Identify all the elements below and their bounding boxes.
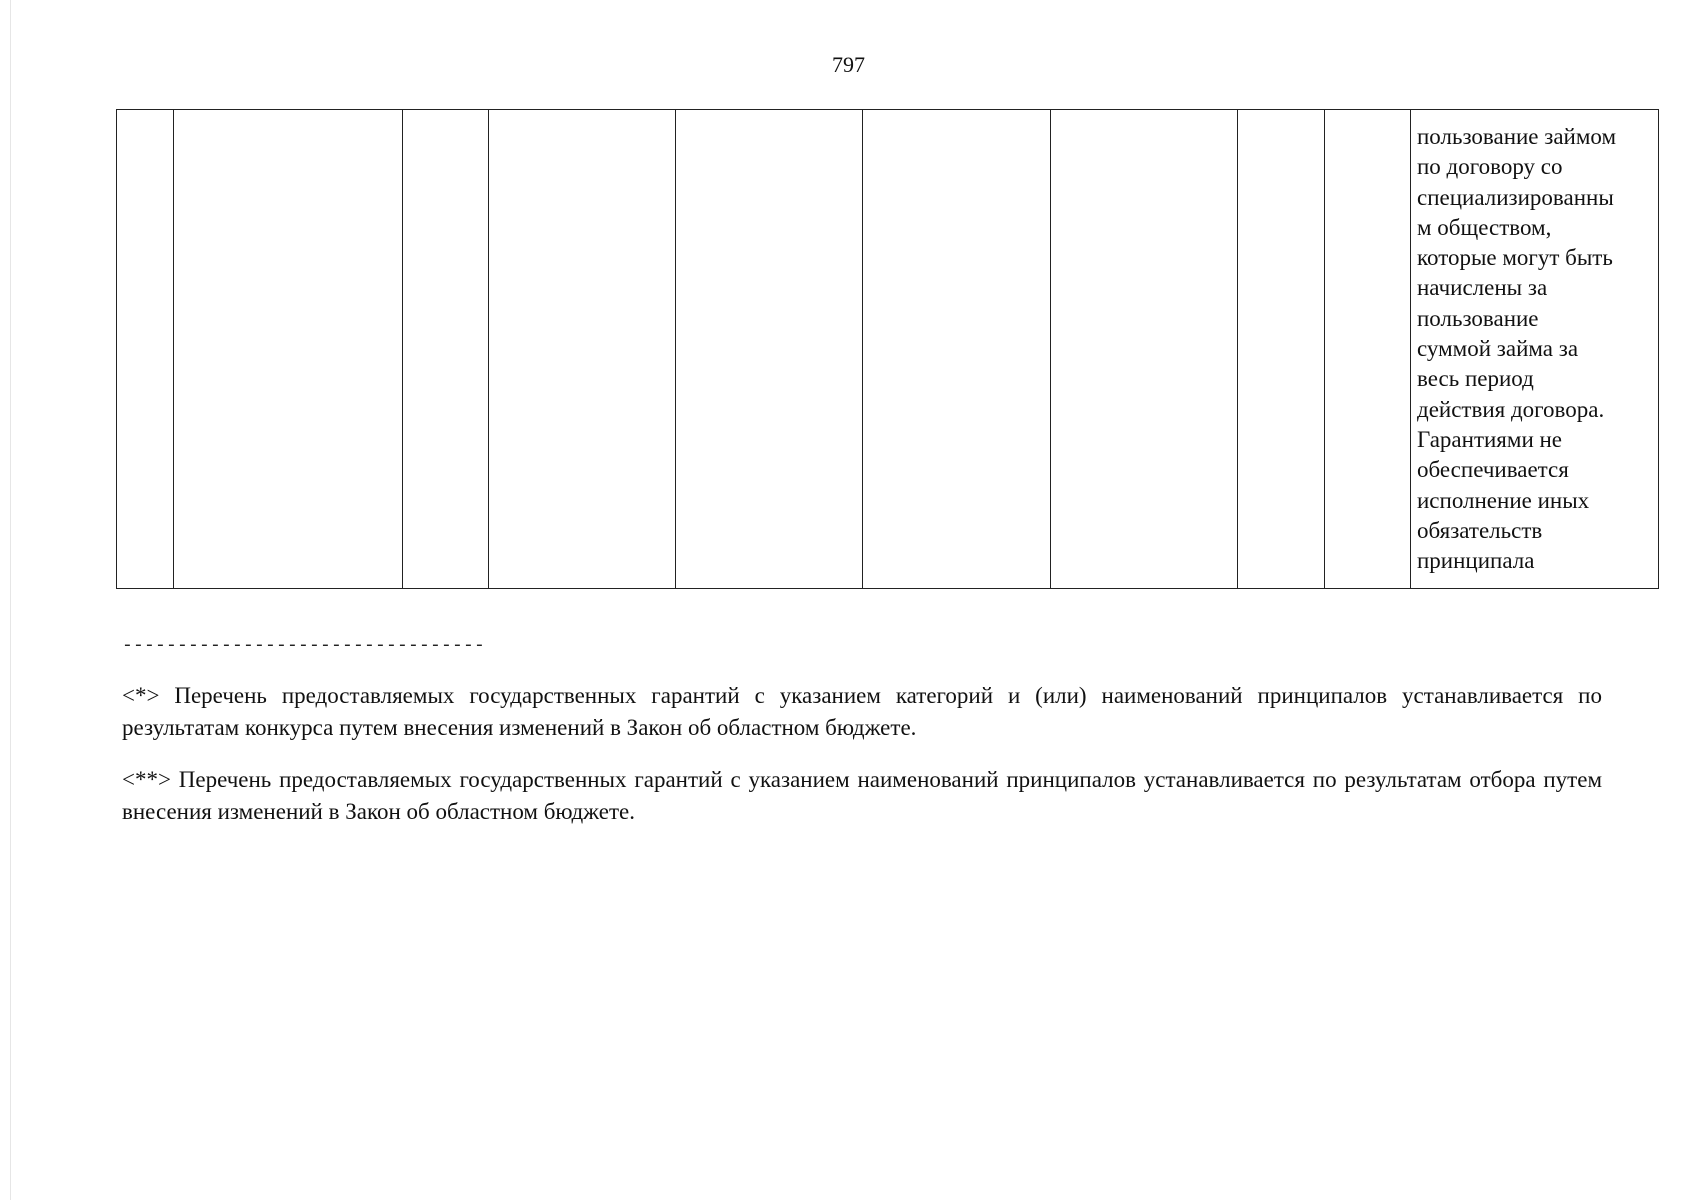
footnote-1: <*> Перечень предоставляемых государственных гарантий с указанием категорий и (или) наименований принципалов устанавливается по результатам конкурса путем внесения изменений в Закон об областном бюджете.: [122, 683, 1602, 740]
footnote-separator: ---------------------------------: [122, 636, 486, 656]
scan-edge-line: [10, 0, 11, 1200]
table-cell-col-1: [117, 110, 174, 589]
table-cell-col-3: [403, 110, 489, 589]
table-cell-col-6: [863, 110, 1051, 589]
table-cell-guarantee-terms: пользование займом по договору со специализированны м обществом, которые могут быть начислены за пользование суммой займа за весь период действия договора. Гарантиями не обеспечивается исполнение иных обязательств принципала: [1411, 110, 1659, 589]
table-cell-col-7: [1051, 110, 1238, 589]
page-number: 797: [832, 52, 865, 77]
table-cell-col-5: [676, 110, 863, 589]
table-cell-col-8: [1238, 110, 1325, 589]
footnote-2: <**> Перечень предоставляемых государственных гарантий с указанием наименований принципалов устанавливается по результатам отбора путем внесения изменений в Закон об областном бюджете.: [122, 767, 1602, 824]
table-cell-col-4: [489, 110, 676, 589]
table-cell-col-9: [1325, 110, 1411, 589]
guarantees-table: [116, 109, 1659, 589]
table-cell-col-2: [174, 110, 403, 589]
table-row: [117, 110, 1659, 589]
